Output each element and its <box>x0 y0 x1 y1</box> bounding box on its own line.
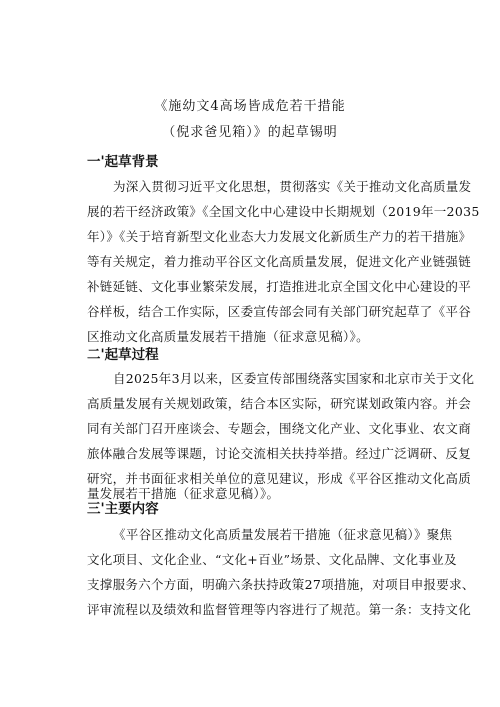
paragraph-line: 谷样板，结合工作实际，区委宣传部会同有关部门研究起草了《平谷 <box>87 304 472 319</box>
paragraph-line: 补链延链、文化事业繁荣发展，打造推进北京全国文化中心建设的平 <box>87 279 472 294</box>
paragraph-line: 文化项目、文化企业、“文化+百业”场景、文化品牌、文化事业及 <box>87 552 457 567</box>
paragraph-line: 《平谷区推动文化高质量发展若干措施（征求意见稿）》聚焦 <box>113 527 453 542</box>
paragraph-line: 自2025年3月以来，区委宣传部围绕落实国家和北京市关于文化 <box>113 371 475 386</box>
section-heading-content: 三'主要内容 <box>87 501 159 517</box>
paragraph-line: 量发展若干措施（征求意见稿）》。 <box>87 486 280 501</box>
paragraph-line: 展的若干经济政策》《全国文化中心建设中长期规划（2019年一2035 <box>87 204 480 219</box>
paragraph-line: 旅体融合发展等课题，讨论交流相关扶持举措。经过广泛调研、反复 <box>87 446 472 461</box>
paragraph-line: 高质量发展有关规划政策，结合本区实际，研究谋划政策内容。并会 <box>87 396 472 411</box>
paragraph-line: 评审流程以及绩效和监督管理等内容进行了规范。第一条：支持文化 <box>87 602 472 617</box>
section-heading-process: 二'起草过程 <box>87 347 159 363</box>
section-heading-background: 一'起草背景 <box>87 154 159 170</box>
document-title-line-2: （倪求爸见箱）》的起草锡明 <box>162 125 338 140</box>
document-title-line-1: 《施幼文4高场皆成危若干措能 <box>154 99 346 114</box>
paragraph-line: 为深入贯彻习近平文化思想，贯彻落实《关于推动文化高质量发 <box>113 179 472 194</box>
paragraph-line: 支撑服务六个方面，明确六条扶持政策27项措施，对项目申报要求、 <box>87 577 475 592</box>
paragraph-line: 区推动文化高质量发展若干措施（征求意见稿）》。 <box>87 329 369 344</box>
paragraph-line: 等有关规定，着力推动平谷区文化高质量发展，促进文化产业链强链 <box>87 254 472 269</box>
paragraph-line: 年）》《关于培育新型文化业态大力发展文化新质生产力的若干措施》 <box>87 229 472 244</box>
paragraph-line: 同有关部门召开座谈会、专题会，围绕文化产业、文化事业、农文商 <box>87 421 472 436</box>
paragraph-line: 研究，并书面征求相关单位的意见建议，形成《平谷区推动文化高质 <box>87 471 472 486</box>
